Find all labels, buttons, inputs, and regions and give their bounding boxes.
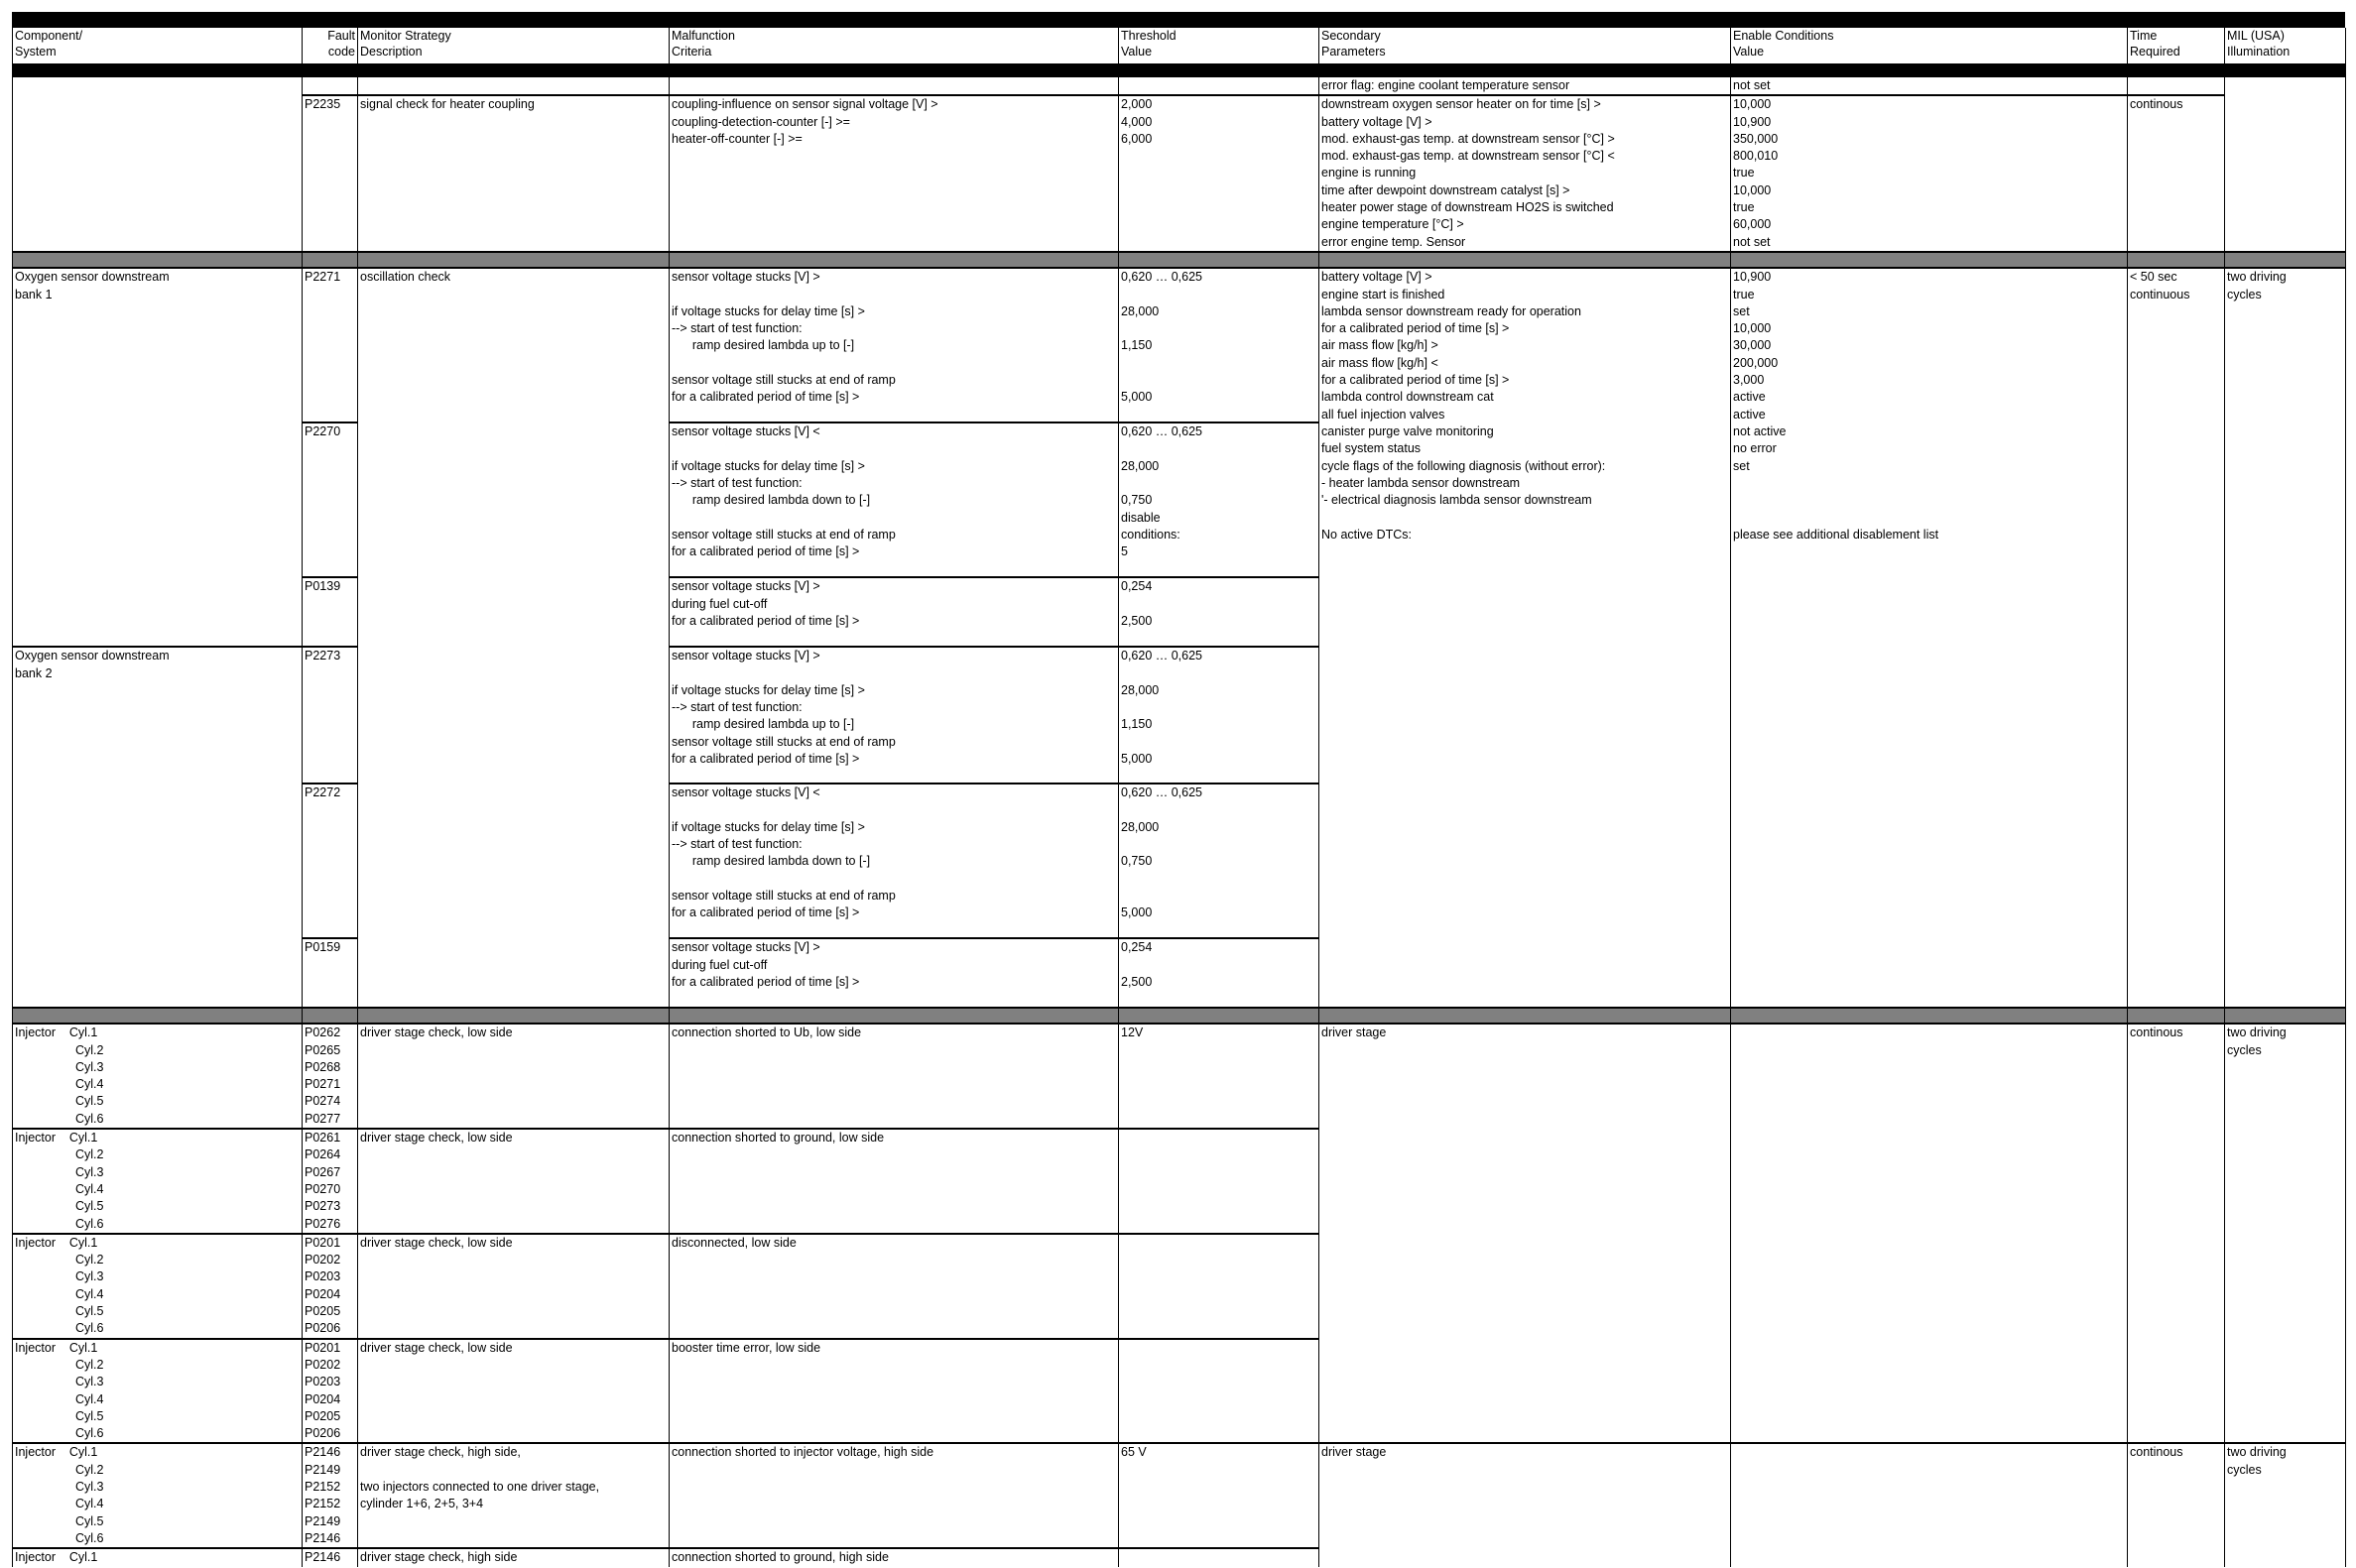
header-enable: Enable Conditions Value <box>1731 28 2128 63</box>
component-cell: Oxygen sensor downstream bank 1 <box>13 268 303 647</box>
component-cell <box>13 1129 303 1234</box>
table-row <box>13 1443 2346 1548</box>
secondary-cell: error flag: engine coolant temperature sensor <box>1319 77 1731 95</box>
component-cell <box>13 1024 303 1129</box>
fault-code: P0139 <box>303 577 358 647</box>
monitor-cell: oscillation check <box>358 268 670 1008</box>
malfunction-cell: disconnected, low side <box>670 1234 1119 1339</box>
table-row <box>13 95 2346 252</box>
header-time: Time Required <box>2128 28 2225 63</box>
fault-code: P2235 <box>303 95 358 252</box>
malfunction-cell: booster time error, low side <box>670 1339 1119 1444</box>
component-cell <box>13 1443 303 1548</box>
malfunction-cell: connection shorted to ground, low side <box>670 1129 1119 1234</box>
header-monitor: Monitor Strategy Description <box>358 28 670 63</box>
header-threshold: Threshold Value <box>1119 28 1319 63</box>
time-cell: < 50 sec continuous <box>2128 268 2225 1008</box>
mil-cell: two driving cycles <box>2225 1443 2346 1566</box>
table-row <box>13 1024 2346 1129</box>
secondary-cell: battery voltage [V] > engine start is finished lambda sensor downstream ready for operation for a calibrated period of time [s] > air mass flow [kg/h] > air mass flow [kg/h] < for a calibrated period of time [s] > lambda control downstream cat all fuel injection valves canister purge valve monitoring fuel system status cycle flags of the following diagnosis (without error): - heater lambda sensor downstream '- electrical diagnosis lambda sensor downstream No active DTCs: <box>1319 268 1731 1008</box>
mil-cell: two driving cycles <box>2225 268 2346 1008</box>
fault-code: P0261 P0264 P0267 P0270 P0273 P0276 <box>303 1129 358 1234</box>
fault-code: P2273 <box>303 647 358 784</box>
obd-monitor-table <box>12 28 2346 1567</box>
cylinder-list: Cyl.2 Cyl.3 Cyl.4 Cyl.5 Cyl.6 <box>75 1042 104 1126</box>
monitor-cell: driver stage check, high side <box>358 1548 670 1566</box>
header-row <box>13 28 2346 63</box>
threshold-cell: 0,620 … 0,625 28,000 1,150 5,000 <box>1119 647 1319 784</box>
header-secondary: Secondary Parameters <box>1319 28 1731 63</box>
enable-cell: 10,000 10,900 350,000 800,010 true 10,000 true 60,000 not set <box>1731 95 2128 252</box>
cylinder-list: Cyl.2 Cyl.3 Cyl.4 Cyl.5 Cyl.6 <box>75 1462 104 1545</box>
component-cell <box>13 1339 303 1444</box>
threshold-cell <box>1119 1129 1319 1234</box>
component-cell <box>13 1234 303 1339</box>
table-row <box>13 268 2346 422</box>
fault-code: P2146 <box>303 1548 358 1566</box>
enable-cell <box>1731 1024 2128 1443</box>
monitor-cell: driver stage check, low side <box>358 1024 670 1129</box>
header-mil: MIL (USA) Illumination <box>2225 28 2346 63</box>
threshold-cell: 0,620 … 0,625 28,000 0,750 disable conditions: 5 <box>1119 422 1319 577</box>
monitor-cell: signal check for heater coupling <box>358 95 670 252</box>
malfunction-cell: sensor voltage stucks [V] < if voltage stucks for delay time [s] > --> start of test function: ramp desired lambda down to [-] sensor voltage still stucks at end of ramp for a calibrated period of time [s] > <box>670 422 1119 577</box>
component-label: Injector Cyl.1 <box>15 1340 98 1355</box>
threshold-cell <box>1119 1234 1319 1339</box>
fault-code: P0262 P0265 P0268 P0271 P0274 P0277 <box>303 1024 358 1129</box>
threshold-cell: 0,254 2,500 <box>1119 938 1319 1008</box>
fault-code: P0201 P0202 P0203 P0204 P0205 P0206 <box>303 1339 358 1444</box>
malfunction-cell: connection shorted to injector voltage, high side <box>670 1443 1119 1548</box>
cylinder-list: Cyl.2 Cyl.3 Cyl.4 Cyl.5 Cyl.6 <box>75 1147 104 1231</box>
threshold-cell: 0,620 … 0,625 28,000 0,750 5,000 <box>1119 784 1319 938</box>
threshold-cell: 65 V <box>1119 1443 1319 1548</box>
cylinder-list: Cyl.2 Cyl.3 Cyl.4 Cyl.5 Cyl.6 <box>75 1253 104 1336</box>
malfunction-cell: sensor voltage stucks [V] > if voltage stucks for delay time [s] > --> start of test function: ramp desired lambda up to [-] sensor voltage still stucks at end of ramp for a calibrated period of time [s] > <box>670 268 1119 422</box>
malfunction-cell: sensor voltage stucks [V] > if voltage stucks for delay time [s] > --> start of test function: ramp desired lambda up to [-] sensor voltage still stucks at end of ramp for a calibrated period of time [s] > <box>670 647 1119 784</box>
threshold-cell <box>1119 1548 1319 1566</box>
component-label: Injector Cyl.1 <box>15 1235 98 1250</box>
malfunction-cell: sensor voltage stucks [V] < if voltage stucks for delay time [s] > --> start of test function: ramp desired lambda down to [-] sensor voltage still stucks at end of ramp for a calibrated period of time [s] > <box>670 784 1119 938</box>
header-component: Component/ System <box>13 28 303 63</box>
component-cell: Oxygen sensor downstream bank 2 <box>13 647 303 1008</box>
section-separator <box>13 252 2346 268</box>
threshold-cell: 0,620 … 0,625 28,000 1,150 5,000 <box>1119 268 1319 422</box>
enable-cell: 10,900 true set 10,000 30,000 200,000 3,000 active active not active no error set please see additional disablement list <box>1731 268 2128 1008</box>
header-fault-code: Fault code <box>303 28 358 63</box>
threshold-cell: 2,000 4,000 6,000 <box>1119 95 1319 252</box>
component-label: Injector Cyl.1 <box>15 1550 98 1565</box>
malfunction-cell: connection shorted to Ub, low side <box>670 1024 1119 1129</box>
component-label: Injector Cyl.1 <box>15 1445 98 1460</box>
monitor-cell: driver stage check, low side <box>358 1234 670 1339</box>
threshold-cell: 0,254 2,500 <box>1119 577 1319 647</box>
time-cell: continous <box>2128 1024 2225 1443</box>
mil-cell: two driving cycles <box>2225 1024 2346 1443</box>
time-cell: continous <box>2128 1443 2225 1566</box>
threshold-cell <box>1119 1339 1319 1444</box>
enable-cell <box>1731 1443 2128 1566</box>
fault-code: P2270 <box>303 422 358 577</box>
component-label: Injector Cyl.1 <box>15 1131 98 1146</box>
table-row <box>13 77 2346 95</box>
component-label: Injector Cyl.1 <box>15 1025 98 1040</box>
monitor-cell: driver stage check, high side, two injectors connected to one driver stage, cylinder 1+6, 2+5, 3+4 <box>358 1443 670 1548</box>
cylinder-list: Cyl.2 Cyl.3 Cyl.4 Cyl.5 Cyl.6 <box>75 1357 104 1441</box>
time-cell: continous <box>2128 95 2225 252</box>
threshold-cell: 12V <box>1119 1024 1319 1129</box>
monitor-cell: driver stage check, low side <box>358 1339 670 1444</box>
secondary-cell: driver stage <box>1319 1443 1731 1566</box>
header-malfunction: Malfunction Criteria <box>670 28 1119 63</box>
malfunction-cell: connection shorted to ground, high side <box>670 1548 1119 1566</box>
fault-code: P0159 <box>303 938 358 1008</box>
section-separator <box>13 1008 2346 1024</box>
fault-code: P2146 P2149 P2152 P2152 P2149 P2146 <box>303 1443 358 1548</box>
secondary-cell: driver stage <box>1319 1024 1731 1443</box>
top-black-bar <box>12 12 2345 28</box>
secondary-cell: downstream oxygen sensor heater on for time [s] > battery voltage [V] > mod. exhaust-gas temp. at downstream sensor [°C] > mod. exhaust-gas temp. at downstream sensor [°C] < engine is running time after dewpoint downstream catalyst [s] > heater power stage of downstream HO2S is switched engine temperature [°C] > error engine temp. Sensor <box>1319 95 1731 252</box>
malfunction-cell: coupling-influence on sensor signal voltage [V] > coupling-detection-counter [-] >= heater-off-counter [-] >= <box>670 95 1119 252</box>
fault-code: P0201 P0202 P0203 P0204 P0205 P0206 <box>303 1234 358 1339</box>
fault-code: P2271 <box>303 268 358 422</box>
component-cell <box>13 1548 303 1566</box>
fault-code: P2272 <box>303 784 358 938</box>
header-separator <box>13 63 2346 77</box>
enable-cell: not set <box>1731 77 2128 95</box>
malfunction-cell: sensor voltage stucks [V] > during fuel cut-off for a calibrated period of time [s] > <box>670 577 1119 647</box>
monitor-cell: driver stage check, low side <box>358 1129 670 1234</box>
malfunction-cell: sensor voltage stucks [V] > during fuel cut-off for a calibrated period of time [s] > <box>670 938 1119 1008</box>
